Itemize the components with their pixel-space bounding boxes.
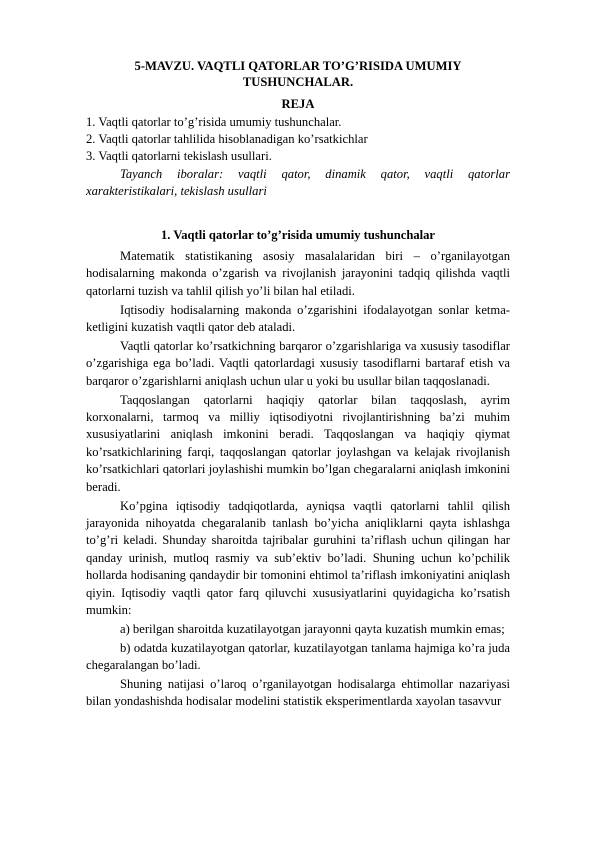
document-page <box>86 58 510 712</box>
plan-label: REJA <box>281 97 315 111</box>
body-paragraph: Matematik statistikaning asosiy masalalaridan biri – o’rganilayotgan hodisalarning makonda o’zgarish va rivojlanish jarayonini tadqiq qilishda vaqtli qatorlarni tuzish va tahlil qilish yo’li bilan hal etiladi. <box>86 248 510 298</box>
body-paragraph: Vaqtli qatorlar ko’rsatkichning barqaror o’zgarishlariga va xususiy tasodiflar o’zgarishiga ega bo’ladi. Vaqtli qatorlardagi xususiy tasodiflarni bartaraf etish va barqaror o’zgarishlarni aniqlash uchun ular u yoki bu usullar bilan taqqoslanadi. <box>86 338 510 388</box>
list-item-b: b) odatda kuzatilayotgan qatorlar, kuzatilayotgan tanlama hajmiga ko’ra juda chegaralangan bo’ladi. <box>86 640 510 673</box>
list-item-a: a) berilgan sharoitda kuzatilayotgan jarayonni qayta kuzatish mumkin emas; <box>120 621 505 636</box>
section-heading: 1. Vaqtli qatorlar to’g’risida umumiy tushunchalar <box>160 227 436 242</box>
plan-item: 1. Vaqtli qatorlar to’g’risida umumiy tushunchalar. <box>86 115 342 129</box>
plan-list <box>86 114 510 165</box>
keywords-paragraph: Tayanch iboralar: vaqtli qator, dinamik qator, vaqtli qatorlar xarakteristikalari, tekislash usullari <box>86 167 510 199</box>
plan-item: 2. Vaqtli qatorlar tahlilida hisoblanadigan ko’rsatkichlar <box>86 132 368 146</box>
section-body <box>86 248 510 711</box>
body-paragraph: Iqtisodiy hodisalarning makonda o’zgarishini ifodalayotgan sonlar ketma-ketligini kuzatish vaqtli qator deb ataladi. <box>86 302 510 334</box>
body-paragraph: Ko’pgina iqtisodiy tadqiqotlarda, ayniqsa vaqtli qatorlarni tahlil qilish jarayonida nihoyatda chegaralanib tanlash bo’yicha aniqliklarni qayta ishlashga to’g’ri keladi. Shunday sharoitda tajribalar guruhini ta’riflash uchun qilingan har qanday urinish, mutloq rasmiy va sub’ektiv bo’ladi. Shuning uchun ko’pchilik hollarda hodisaning qandaydir bir tomonini ehtimol ta’riflash imkoniyatini aniqlash qiyin. Iqtisodiy vaqtli qator farq qiluvchi xususiyatlarini quyidagicha ko’rsatish mumkin: <box>86 498 510 617</box>
document-title: 5-MAVZU. VAQTLI QATORLAR TO’G’RISIDA UMUMIY TUSHUNCHALAR. <box>134 59 462 89</box>
body-paragraph: Taqqoslangan qatorlarni haqiqiy qatorlar bilan taqqoslash, ayrim korxonalarni, tarmoq va milliy iqtisodiyotni rivojlantirishning ba’zi muhim xususiyatlarini aniqlash imkonini beradi. Taqqoslangan va haqiqiy qiymat ko’rsatkichlarining farqi, taqqoslangan qatorlar joylashgan va kelajak rivojlanish ko’rsatkichlari qatorlari joylashishi mumkin bo’lgan chegaralarni aniqlash imkonini beradi. <box>86 392 510 494</box>
plan-item: 3. Vaqtli qatorlarni tekislash usullari. <box>86 149 272 163</box>
body-paragraph: Shuning natijasi o’laroq o’rganilayotgan hodisalarga ehtimollar nazariyasi bilan yondashishda hodisalar modelini statistik eksperimentlarda xayolan tasavvur <box>86 677 510 709</box>
